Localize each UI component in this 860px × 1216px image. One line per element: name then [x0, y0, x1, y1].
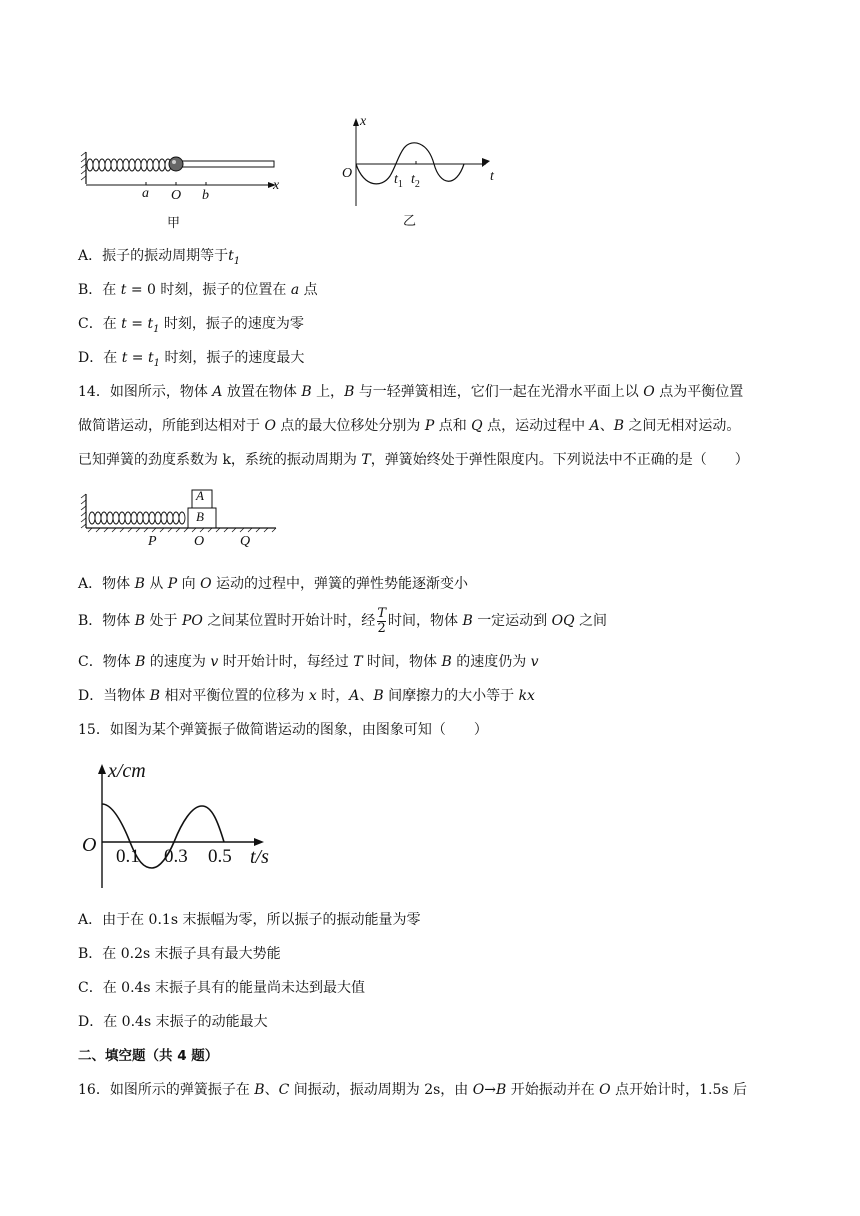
- q14-stem-line-1: 14．如图所示，物体 A 放置在物体 B 上，B 与一轻弹簧相连，它们一起在光滑水平面上以 O 点为平衡位置: [78, 384, 744, 400]
- q13-option-c: C．在 $t = t_1$ 时刻，振子的速度为零: [78, 316, 304, 335]
- t2-label: $t_2$: [411, 172, 420, 190]
- q15-option-a: A．由于在 0.1s 末振幅为零，所以振子的振动能量为零: [78, 912, 421, 928]
- tick-label-0-5: 0.5: [208, 846, 232, 867]
- figure-jia: [80, 150, 290, 230]
- axis-x-label: x: [273, 178, 280, 193]
- q14-figure: [80, 488, 280, 554]
- q15-option-b: B．在 0.2s 末振子具有最大势能: [78, 946, 281, 962]
- q13-option-b: B．在 t = 0 时刻，振子的位置在 a 点: [78, 282, 318, 298]
- figure-jia-caption: 甲: [167, 216, 181, 231]
- q14-option-d: D．当物体 B 相对平衡位置的位移为 x 时，A、B 间摩擦力的大小等于 kx: [78, 688, 535, 704]
- axis-t-label: t: [490, 169, 494, 184]
- point-q-label: Q: [240, 534, 251, 549]
- point-o-label: O: [194, 534, 205, 549]
- x-t-graph: [338, 114, 508, 230]
- point-a-label: a: [142, 186, 149, 201]
- figure-yi: [338, 114, 508, 230]
- q15-option-d: D．在 0.4s 末振子的动能最大: [78, 1014, 268, 1030]
- point-b-label: b: [202, 188, 209, 203]
- origin-label: O: [82, 834, 97, 856]
- point-p-label: P: [148, 534, 157, 549]
- axis-x-label: t/s: [250, 846, 269, 868]
- q14-option-b: B．物体 B 处于 PO 之间某位置时开始计时，经 $\frac{T}{2}$ 时间，物体 B 一定运动到 OQ 之间: [78, 605, 608, 636]
- axis-y-label: x/cm: [108, 760, 146, 782]
- q13-option-d: D．在 $t = t_1$ 时刻，振子的速度最大: [78, 350, 305, 369]
- q13-option-a: A．振子的振动周期等于$t_1$: [78, 248, 241, 267]
- block-b-label: B: [196, 509, 204, 524]
- tick-label-0-1: 0.1: [116, 846, 140, 867]
- q14-stem-line-2: 做简谐运动，所能到达相对于 O 点的最大位移处分别为 P 点和 Q 点，运动过程中 A、B 之间无相对运动。: [78, 418, 741, 434]
- q15-figure: [78, 760, 288, 892]
- t1-label: $t_1$: [394, 172, 403, 190]
- q16-stem: 16．如图所示的弹簧振子在 B、C 间振动，振动周期为 2s，由 O→B 开始振动并在 O 点开始计时，1.5s 后: [78, 1082, 748, 1098]
- q14-option-a: A．物体 B 从 P 向 O 运动的过程中，弹簧的弹性势能逐渐变小: [78, 576, 469, 592]
- q14-option-c: C．物体 B 的速度为 v 时开始计时，每经过 T 时间，物体 B 的速度仍为 v: [78, 654, 539, 670]
- point-o-label: O: [171, 188, 182, 203]
- fraction-t-over-2: $\frac{T}{2}$: [377, 605, 386, 636]
- section-heading-fill-in: 二、填空题（共 4 题）: [78, 1048, 219, 1064]
- q15-option-c: C．在 0.4s 末振子具有的能量尚未达到最大值: [78, 980, 366, 996]
- q15-stem: 15．如图为某个弹簧振子做简谐运动的图象，由图象可知（ ）: [78, 722, 488, 738]
- figure-yi-caption: 乙: [403, 214, 417, 229]
- origin-label: O: [342, 166, 353, 181]
- spring-oscillator-diagram: [80, 150, 290, 230]
- axis-x-label: x: [360, 114, 367, 129]
- q14-stem-line-3: 已知弹簧的劲度系数为 k，系统的振动周期为 T，弹簧始终处于弹性限度内。下列说法中不正确的是（ ）: [78, 452, 749, 468]
- tick-label-0-3: 0.3: [164, 846, 188, 867]
- block-a-label: A: [196, 488, 204, 503]
